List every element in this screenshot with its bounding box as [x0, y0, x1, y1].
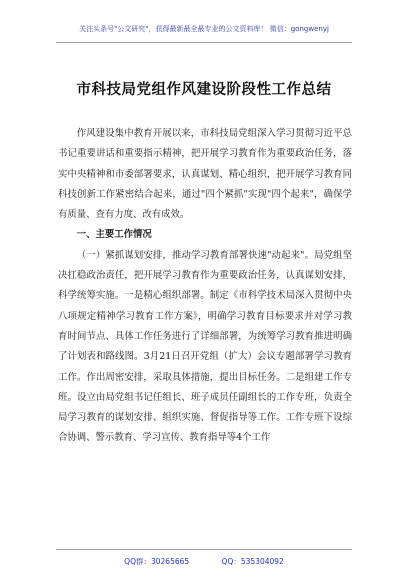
section-paragraph: （一）紧抓谋划安排，推动学习教育部署快速"动起来"。局党组坚决扛稳政治责任，把开展学习教育作为重要政治任务，认真谋划安排，科学统筹实施。一是精心组织部署。制定《市科学技术局深入贯彻中央八项规定精神学习教育工作方案》，明确学习教育目标要求并对学习教育时间节点、具体工作任务进行了详细部署，为统筹学习教育推进明确了计划表和路线图。3月21日召开党组（扩大）会议专题部署学习教育工作。作出周密安排，采取具体措施，提出目标任务。二是组建工作专班。设立由局党组书记任组长、班子成员任副组长的工作专班，负责全局学习教育的谋划安排、组织实施、督促指导等工作。工作专班下设综合协调、警示教育、学习宣传、教育指导等4个工作	[58, 249, 352, 444]
document-title: 市科技局党组作风建设阶段性工作总结	[76, 82, 332, 98]
footer-contact	[0, 556, 408, 567]
intro-paragraph: 作风建设集中教育开展以来，市科技局党组深入学习贯彻习近平总书记重要讲话和重要指示精神，把开展学习教育作为重要政治任务，落实中央精神和市委部署要求，认真谋划、精心组织，把开展学习教育同科技创新工作紧密结合起来，通过"四个紧抓"实现"四个起来"，确保学有质量、查有力度、改有成效。	[58, 128, 352, 221]
footer-divider	[56, 549, 352, 550]
header-divider	[56, 42, 352, 43]
document-body	[58, 124, 352, 449]
section-heading: 一、主要工作情况	[76, 229, 152, 241]
header-banner: 关注头条号"公文研究"，获得最新最全最专业的公文资料库！ 微信：gongwenyj	[79, 25, 329, 33]
footer-qq: QQ：535304092	[221, 557, 284, 566]
footer-qq-group: QQ群：30265665	[124, 557, 190, 566]
